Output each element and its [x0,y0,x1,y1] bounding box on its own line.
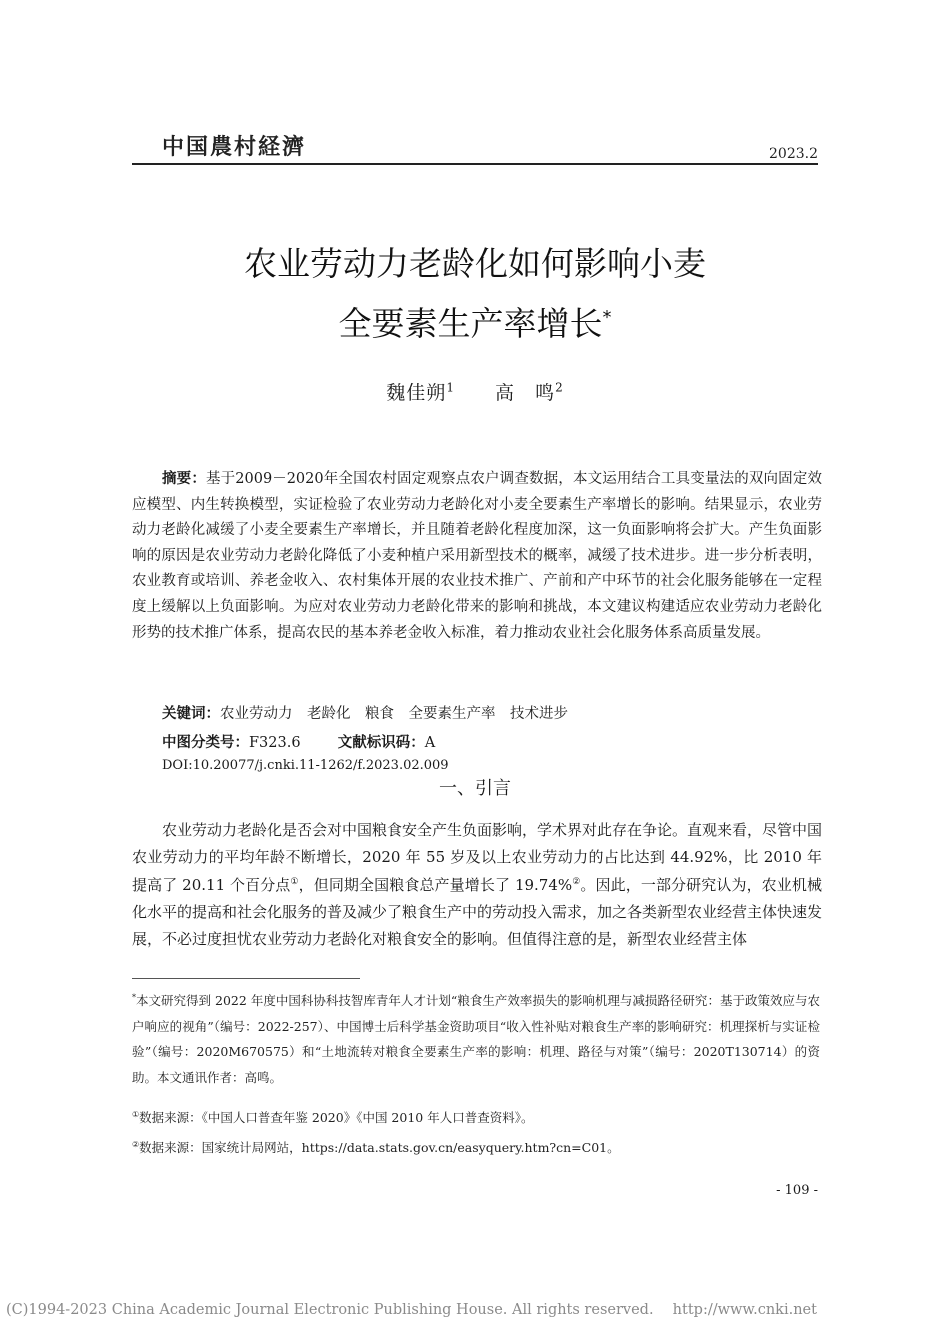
author-2-affiliation: 2 [555,380,564,395]
funding-footnote [132,988,820,1090]
body-text-a: 农业劳动力老龄化是否会对中国粮食安全产生负面影响，学术界对此存在争论。直观来看，尽管中国农业劳动力的平均年龄不断增长，2020 年 55 岁及以上农业劳动力的占比达到 44.92%，比 2010 年提高了 20.11 个百分点 [132,821,823,894]
authors [132,378,818,405]
clc-label: 中图分类号： [162,735,249,751]
author-1: 魏佳朔 [386,382,447,404]
abstract-text: 基于2009－2020年全国农村固定观察点农户调查数据，本文运用结合工具变量法的双向固定效应模型、内生转换模型，实证检验了农业劳动力老龄化对小麦全要素生产率增长的影响。结果显示，农业劳动力老龄化减缓了小麦全要素生产率增长，并且随着老龄化程度加深，这一负面影响将会扩大。产生负面影响的原因是农业劳动力老龄化降低了小麦种植户采用新型技术的概率，减缓了技术进步。进一步分析表明，农业教育或培训、养老金收入、农村集体开展的农业技术推广、产前和产中环节的社会化服务能够在一定程度上缓解以上负面影响。为应对农业劳动力老龄化带来的影响和挑战，本文建议构建适应农业劳动力老龄化形势的技术推广体系，提高农民的基本养老金收入标准，着力推动农业社会化服务体系高质量发展。 [132,471,822,641]
abstract [132,467,822,646]
article-title-line-1: 农业劳动力老龄化如何影响小麦 [244,244,706,283]
author-2: 高 鸣 [495,382,556,404]
doi: DOI:10.20077/j.cnki.11-1262/f.2023.02.009 [162,758,449,773]
abstract-label: 摘要： [162,471,206,487]
footnote-2-text: 数据来源：国家统计局网站，https://data.stats.gov.cn/easyquery.htm?cn=C01。 [139,1140,620,1155]
issue-date: 2023.2 [769,146,818,162]
keywords [162,702,568,723]
keywords-label: 关键词： [162,706,220,722]
footnote-1-text: 数据来源：《中国人口普查年鉴 2020》《中国 2010 年人口普查资料》。 [139,1110,534,1125]
journal-logo: 中国農村経濟 [162,135,307,160]
footnote-1-mark: ① [132,1109,140,1119]
footnote-ref-1: ① [290,876,299,887]
footnote-2 [132,1135,820,1161]
body-text-c: 。因此，一部分研究认为，农业机械化水平的提高和社会化服务的普及减少了粮食生产中的劳动投入需求，加之各类新型农业经营主体快速发展，不必过度担忧农业劳动力老龄化对粮食安全的影响。但值得注意的是，新型农业经营主体 [132,875,823,949]
section-heading: 一、引言 [439,778,511,799]
funding-footnote-mark: * [132,992,136,1002]
doc-code-label: 文献标识码： [337,735,425,751]
title-footnote-mark: * [602,307,612,328]
keywords-text: 农业劳动力 老龄化 粮食 全要素生产率 技术进步 [220,706,568,722]
article-title-line-2 [132,298,818,345]
classification [162,731,435,752]
footnote-ref-2: ② [572,876,581,887]
footnote-1 [132,1105,820,1131]
doc-code-value: A [424,735,436,751]
article-title-text: 全要素生产率增长 [338,304,603,343]
footnote-rule [132,978,360,979]
page-number: - 109 - [776,1183,818,1198]
body-text-b: ，但同期全国粮食总产量增长了 19.74% [298,875,573,894]
header-rule [132,163,818,165]
footnote-2-mark: ② [132,1139,140,1149]
clc-value: F323.6 [249,735,301,751]
author-1-affiliation: 1 [446,380,455,395]
funding-footnote-text: 本文研究得到 2022 年度中国科协科技智库青年人才计划“粮食生产效率损失的影响机理与减损路径研究：基于政策效应与农户响应的视角”（编号：2022-257）、中国博士后科学基金资助项目“收入性补贴对粮食生产率的影响研究：机理探析与实证检验”（编号：2020M670575）和“土地流转对粮食全要素生产率的影响：机理、路径与对策”（编号：2020T130714）的资助。本文通讯作者：高鸣。 [132,993,820,1085]
copyright-notice: (C)1994-2023 China Academic Journal Electronic Publishing House. All rights reserved. http://www.cnki.net [6,1302,817,1318]
body-paragraph [132,817,822,953]
